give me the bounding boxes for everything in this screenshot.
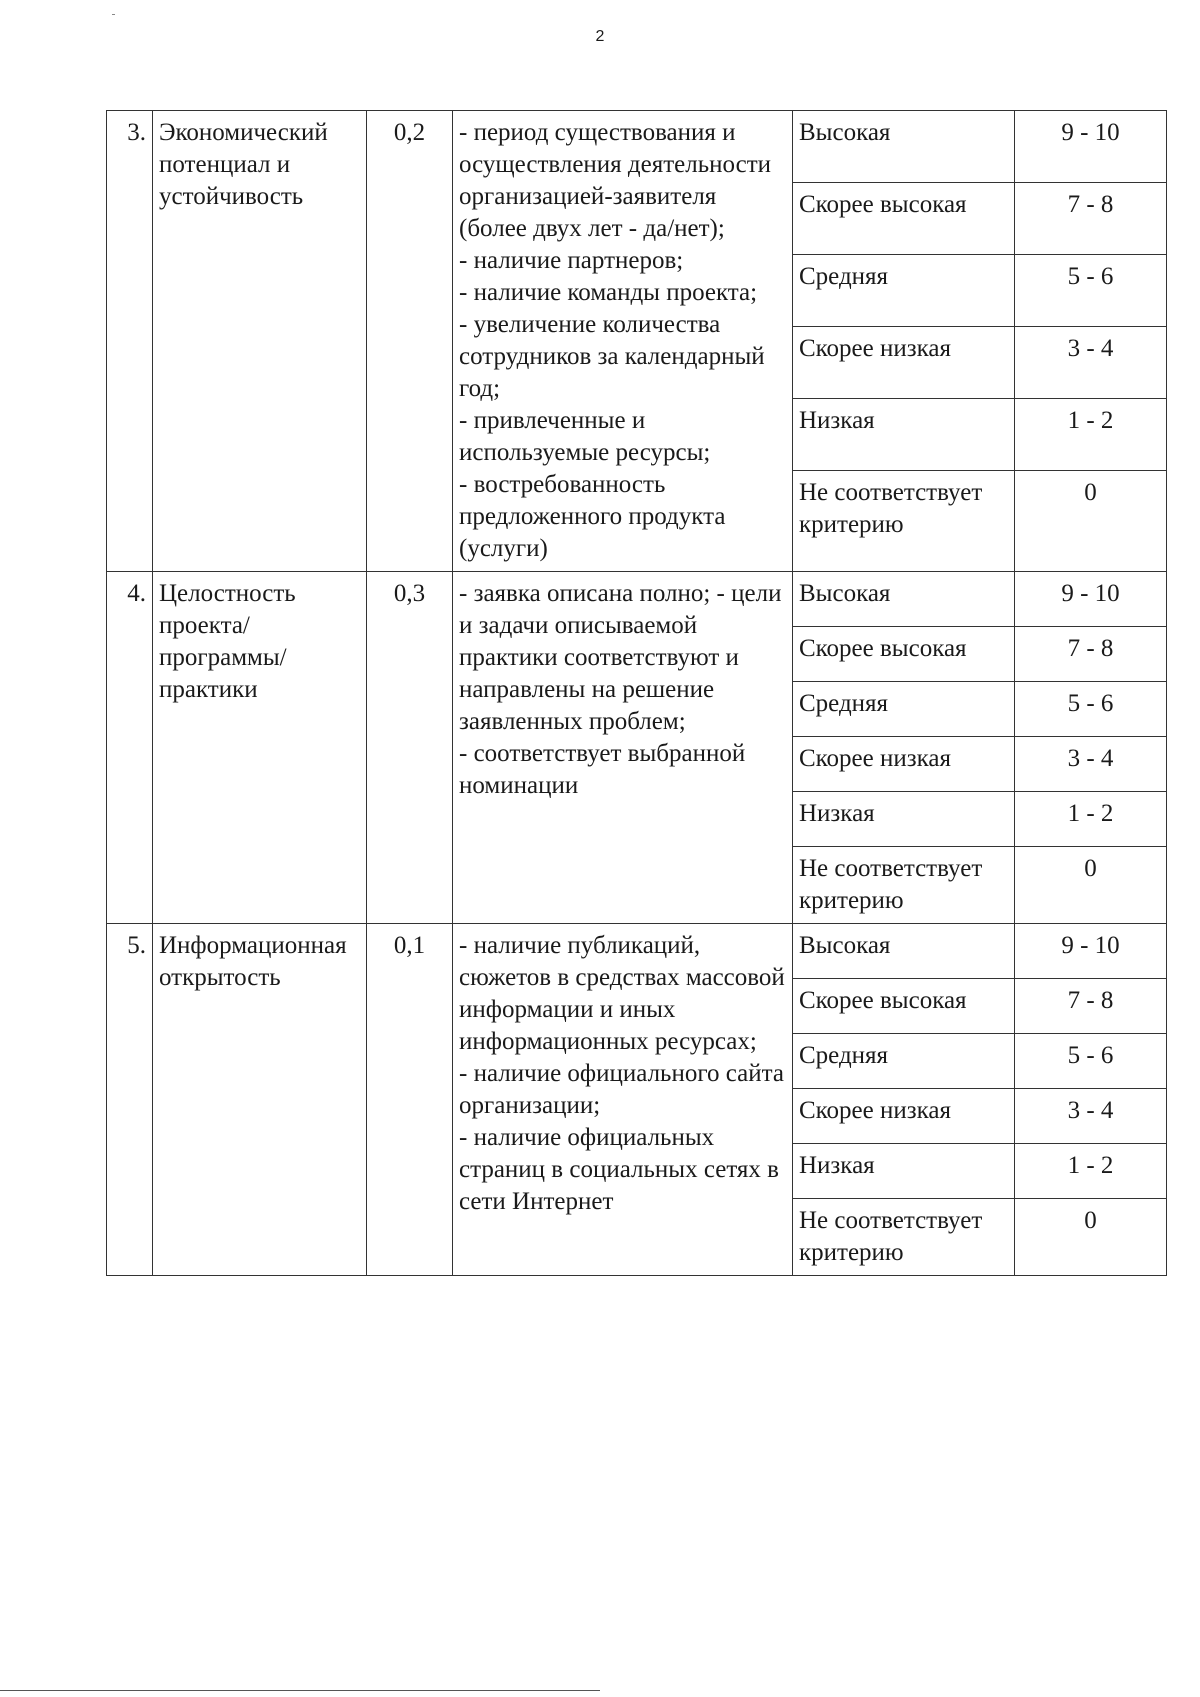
level-label: Низкая [793,792,1015,847]
level-score: 7 - 8 [1015,979,1167,1034]
level-label: Не соответствует критерию [793,847,1015,924]
level-label: Скорее низкая [793,327,1015,399]
level-score: 9 - 10 [1015,572,1167,627]
level-score: 5 - 6 [1015,1034,1167,1089]
description-line: - увеличение количества сотрудников за календарный год; [459,311,765,402]
criterion-description [453,924,793,1276]
criterion-row [107,924,1167,979]
level-label: Скорее низкая [793,737,1015,792]
criterion-number: 5. [107,924,153,1276]
level-score: 5 - 6 [1015,255,1167,327]
level-score: 3 - 4 [1015,327,1167,399]
level-score: 0 [1015,1199,1167,1276]
level-score: 7 - 8 [1015,183,1167,255]
level-label: Не соответствует критерию [793,471,1015,572]
level-score: 1 - 2 [1015,792,1167,847]
level-score: 7 - 8 [1015,627,1167,682]
criterion-weight: 0,3 [367,572,453,924]
level-score: 1 - 2 [1015,1144,1167,1199]
criterion-name: Экономический потенциал и устойчивость [153,111,367,572]
criterion-weight: 0,1 [367,924,453,1276]
description-line: - наличие команды проекта; [459,279,758,306]
criteria-table [106,110,1167,1276]
level-label: Высокая [793,111,1015,183]
level-score: 0 [1015,847,1167,924]
criterion-row [107,572,1167,627]
level-label: Средняя [793,255,1015,327]
description-line: - привлеченные и используемые ресурсы; [459,407,711,466]
criteria-table-body [107,111,1167,1276]
level-label: Низкая [793,399,1015,471]
level-score: 3 - 4 [1015,737,1167,792]
level-score: 1 - 2 [1015,399,1167,471]
level-label: Скорее высокая [793,183,1015,255]
level-label: Низкая [793,1144,1015,1199]
level-label: Скорее высокая [793,979,1015,1034]
level-label: Средняя [793,1034,1015,1089]
page-number: 2 [595,28,605,45]
level-label: Высокая [793,924,1015,979]
level-score: 0 [1015,471,1167,572]
level-label: Средняя [793,682,1015,737]
level-label: Скорее высокая [793,627,1015,682]
description-line: - востребованность предложенного продукта (услуги) [459,471,726,562]
criterion-number: 4. [107,572,153,924]
level-score: 9 - 10 [1015,924,1167,979]
criterion-name: Целостность проекта/ программы/ практики [153,572,367,924]
description-line: - наличие официальных страниц в социальных сетях в сети Интернет [459,1124,779,1215]
description-line: - соответствует выбранной номинации [459,740,746,799]
description-line: - наличие публикаций, сюжетов в средствах массовой информации и иных информационных ресурсах; [459,932,785,1055]
criterion-row [107,111,1167,183]
scan-edge-line [0,1690,600,1691]
description-line: - наличие официального сайта организации; [459,1060,784,1119]
criterion-name: Информационная открытость [153,924,367,1276]
level-score: 9 - 10 [1015,111,1167,183]
level-score: 5 - 6 [1015,682,1167,737]
criterion-description [453,111,793,572]
level-label: Скорее низкая [793,1089,1015,1144]
description-line: - период существования и осуществления деятельности организацией-заявителя (более двух лет - да/нет); [459,119,772,242]
criterion-description [453,572,793,924]
criterion-weight: 0,2 [367,111,453,572]
level-label: Высокая [793,572,1015,627]
description-line: - наличие партнеров; [459,247,684,274]
criterion-number: 3. [107,111,153,572]
level-score: 3 - 4 [1015,1089,1167,1144]
scan-speck [112,14,115,15]
level-label: Не соответствует критерию [793,1199,1015,1276]
description-line: - заявка описана полно; - цели и задачи описываемой практики соответствуют и направлены на решение заявленных проблем; [459,580,782,735]
